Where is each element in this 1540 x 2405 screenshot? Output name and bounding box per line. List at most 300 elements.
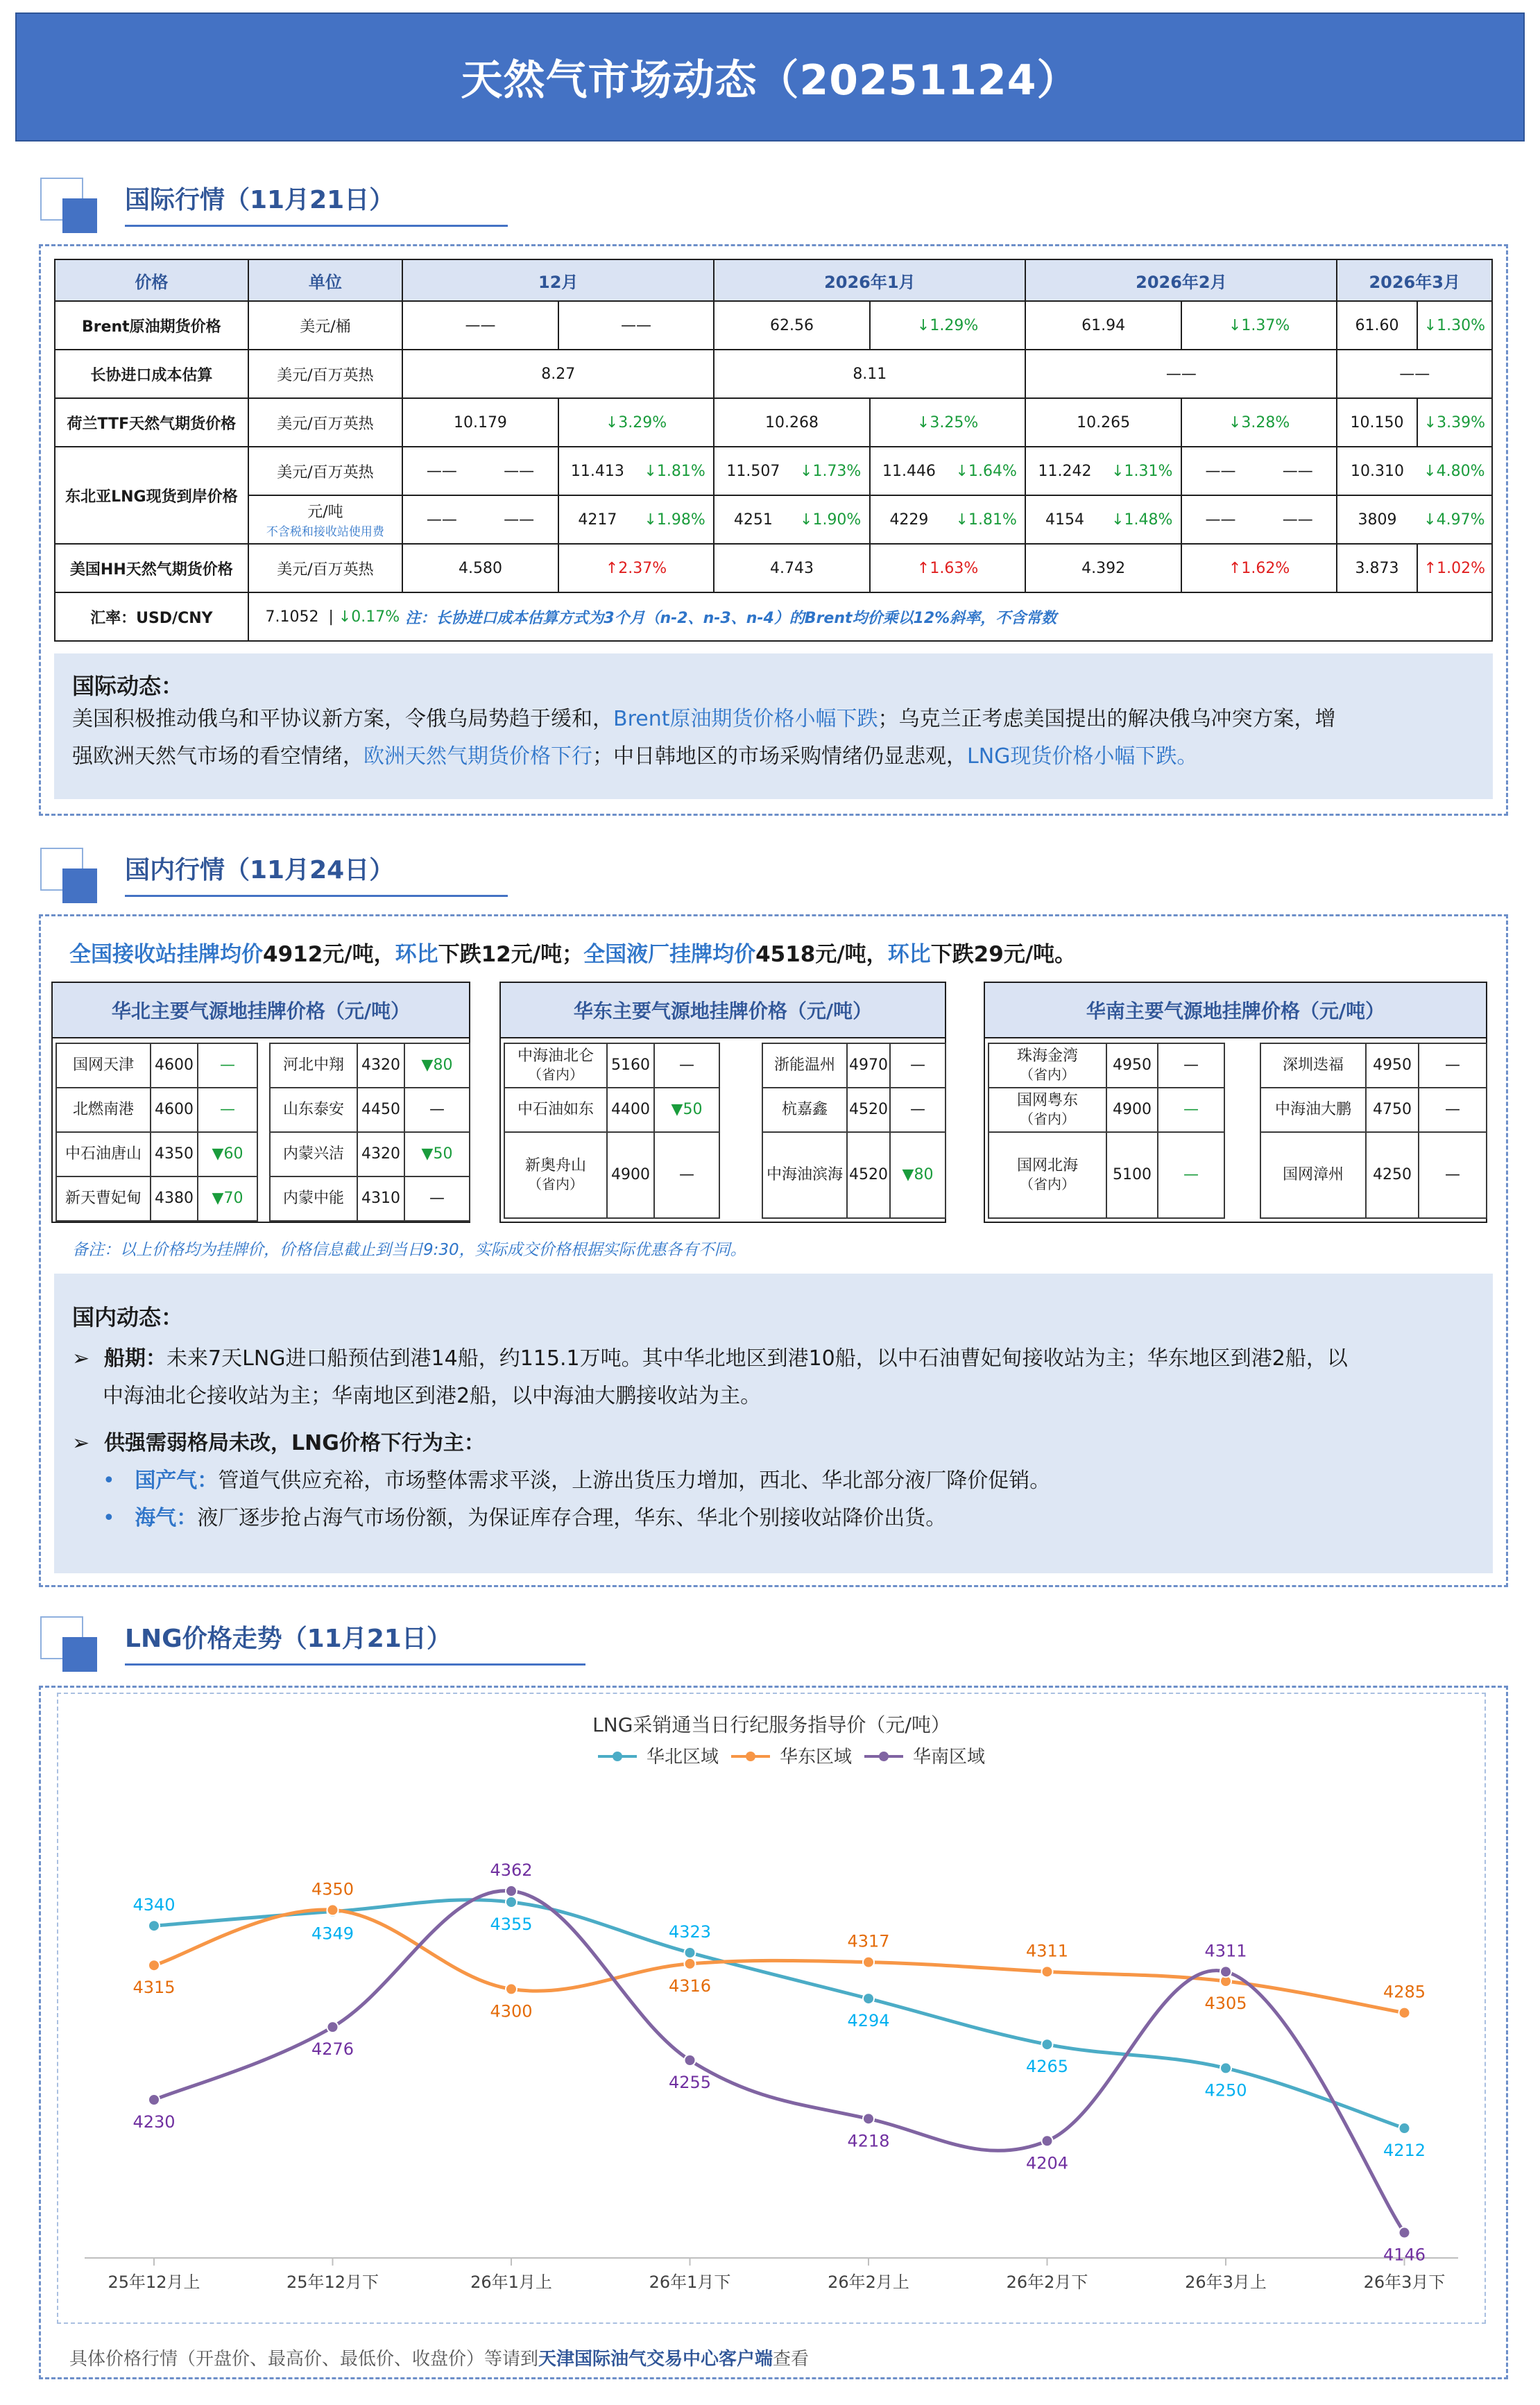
source-change: — (1419, 1132, 1487, 1218)
source-name: 浙能温州 (762, 1043, 847, 1088)
source-change: ▼80 (890, 1132, 946, 1218)
unit-cell (248, 495, 403, 544)
source-price: 4900 (607, 1132, 654, 1218)
chart-legend (598, 1747, 985, 1768)
unit-cell: 美元/百万英热 (248, 398, 403, 447)
price-cell: —— (402, 447, 480, 495)
row-label: Brent原油期货价格 (55, 301, 248, 350)
header-cell: 12月 (402, 259, 714, 301)
change-cell: ↓3.39% (1417, 398, 1492, 447)
price-cell: 11.446 (870, 447, 948, 495)
footer-link[interactable]: 天津国际油气交易中心客户端 (538, 2349, 773, 2370)
data-point (1399, 2123, 1410, 2134)
change-cell: ↓1.48% (1104, 495, 1181, 544)
table-row (762, 1043, 946, 1088)
region-table (55, 1043, 258, 1222)
source-name: 中石油唐山 (56, 1132, 151, 1176)
change-cell: —— (1259, 447, 1337, 495)
source-change: — (890, 1088, 946, 1132)
section-underline (125, 225, 508, 227)
chart-series-group (132, 1860, 1426, 2264)
data-label: 4250 (1204, 2080, 1247, 2100)
table-row (56, 1176, 257, 1221)
price-cell: 11.242 (1025, 447, 1103, 495)
price-cell: 4.392 (1025, 544, 1181, 592)
unit-text: 元/吨 (307, 504, 343, 521)
price-cell: 10.150 (1337, 398, 1417, 447)
x-axis-ticks (108, 2258, 1445, 2292)
source-price: 4600 (151, 1043, 198, 1088)
source-price: 4310 (357, 1176, 404, 1221)
x-tick-label: 26年2月下 (1006, 2273, 1088, 2292)
fx-cell: 7.1052 | ↓0.17% (248, 592, 403, 641)
change-cell: ↑1.63% (870, 544, 1026, 592)
source-name-text: 国网粤东 (1016, 1092, 1078, 1109)
source-name: 山东泰安 (270, 1088, 357, 1132)
data-point (863, 1993, 874, 2004)
section-underline (125, 895, 508, 897)
x-tick-label: 25年12月上 (108, 2273, 200, 2292)
heading-square-fill-icon (62, 198, 97, 233)
price-cell: —— (1025, 350, 1337, 398)
summary-label: 全国液厂挂牌均价 (583, 942, 756, 967)
sub-bullet-label: 国产气： (135, 1469, 219, 1493)
bullet-text: 中海油北仑接收站为主；华南地区到港2船，以中海油大鹏接收站为主。 (103, 1384, 762, 1408)
data-label: 4218 (847, 2131, 890, 2151)
source-change: ▼50 (654, 1088, 719, 1132)
price-cell: —— (402, 495, 480, 544)
change-cell: ↑2.37% (558, 544, 715, 592)
change-cell: ↓3.25% (870, 398, 1026, 447)
row-label: 汇率：USD/CNY (55, 592, 248, 641)
region-table (504, 1043, 720, 1219)
header-cell: 价格 (55, 259, 248, 301)
region-table (269, 1043, 470, 1222)
region-north (51, 982, 470, 1223)
x-tick-label: 26年1月下 (649, 2273, 731, 2292)
legend-marker (746, 1752, 755, 1761)
x-tick-label: 26年3月上 (1185, 2273, 1267, 2292)
x-tick-label: 26年1月上 (470, 2273, 552, 2292)
data-point (148, 2094, 160, 2105)
table-row (55, 350, 1492, 398)
source-price: 4600 (151, 1088, 198, 1132)
source-name: 新天曹妃甸 (56, 1176, 151, 1221)
data-label: 4255 (668, 2073, 712, 2092)
footer-note (69, 2345, 809, 2370)
table-row (762, 1132, 946, 1218)
source-change: — (654, 1132, 719, 1218)
sub-bullet-label: 海气： (135, 1506, 198, 1530)
data-label: 4146 (1383, 2245, 1426, 2265)
data-point (327, 1904, 339, 1915)
table-note: 注：长协进口成本估算方式为3个月（n-2、n-3、n-4）的Brent均价乘以12%斜率，不含常数 (402, 592, 1492, 641)
source-price: 4320 (357, 1132, 404, 1176)
table-row (55, 544, 1492, 592)
intl-news-line (72, 701, 1475, 738)
source-name: 杭嘉鑫 (762, 1088, 847, 1132)
data-point (1399, 2227, 1410, 2239)
change-cell: ↑1.62% (1181, 544, 1337, 592)
source-name: 中海油滨海 (762, 1132, 847, 1218)
unit-cell: 美元/百万英热 (248, 544, 403, 592)
region-title: 华东主要气源地挂牌价格（元/吨） (501, 983, 945, 1038)
sub-bullet-dot-icon: • (103, 1469, 135, 1493)
bullet-arrow-icon: ➢ (72, 1431, 105, 1455)
region-south (984, 982, 1487, 1223)
change-cell: —— (480, 447, 558, 495)
chart-title: LNG采销通当日行纪服务指导价（元/吨） (592, 1713, 950, 1736)
x-tick-label: 26年3月下 (1363, 2273, 1446, 2292)
source-scope: （省内） (1020, 1111, 1075, 1127)
data-point (1220, 1966, 1231, 1977)
price-cell: 4251 (714, 495, 792, 544)
data-label: 4305 (1204, 1994, 1247, 2013)
data-label: 4323 (668, 1922, 712, 1942)
heading-square-fill-icon (62, 868, 97, 903)
data-label: 4316 (668, 1976, 712, 1996)
table-row (270, 1043, 470, 1088)
table-row (55, 592, 1492, 641)
unit-note: 不含税和接收站使用费 (266, 525, 384, 539)
data-point (506, 1983, 517, 1994)
section-title: LNG价格走势（11月21日） (125, 1625, 452, 1653)
data-point (1220, 2062, 1231, 2073)
source-change: — (1419, 1088, 1487, 1132)
source-name: 内蒙兴洁 (270, 1132, 357, 1176)
source-name (504, 1088, 607, 1132)
price-cell: 4.743 (714, 544, 870, 592)
bullet-text: 未来7天LNG进口船预估到港14船，约115.1万吨。其中华北地区到港10船，以中石油曹妃甸接收站为主；华东地区到港2船，以 (166, 1346, 1348, 1371)
price-cell: 62.56 (714, 301, 870, 350)
source-price: 4450 (357, 1088, 404, 1132)
source-price: 5100 (1106, 1132, 1158, 1218)
data-label: 4230 (132, 2112, 176, 2132)
price-cell: 4.580 (402, 544, 558, 592)
row-label: 美国HH天然气期货价格 (55, 544, 248, 592)
data-point (506, 1897, 517, 1908)
region-table (988, 1043, 1225, 1219)
source-change: — (1158, 1088, 1224, 1132)
news-text: ；中日韩地区的市场采购情绪仍显悲观， (592, 744, 967, 769)
price-cell: —— (1181, 495, 1259, 544)
table-row (55, 447, 1492, 495)
legend-label: 华东区域 (780, 1747, 853, 1768)
price-cell: 61.94 (1025, 301, 1181, 350)
data-point (506, 1885, 517, 1897)
price-cell: 4154 (1025, 495, 1103, 544)
source-name: 深圳迭福 (1260, 1043, 1366, 1088)
source-change: — (654, 1043, 719, 1088)
change-cell: ↑1.02% (1417, 544, 1492, 592)
sub-bullet-dot-icon: • (103, 1506, 135, 1530)
data-point (1042, 1966, 1053, 1977)
price-cell: 3.873 (1337, 544, 1417, 592)
data-label: 4265 (1025, 2057, 1069, 2077)
change-cell: ↓1.81% (636, 447, 714, 495)
price-cell: 10.265 (1025, 398, 1181, 447)
data-point (863, 1957, 874, 1968)
source-name: 中海油大鹏 (1260, 1088, 1366, 1132)
source-price: 4970 (847, 1043, 890, 1088)
price-cell: 10.179 (402, 398, 558, 447)
change-cell: —— (558, 301, 715, 350)
table-row (55, 301, 1492, 350)
intl-news-line (72, 738, 1475, 776)
data-label: 4204 (1025, 2153, 1069, 2173)
summary-value: 下跌29元/吨。 (930, 942, 1077, 967)
source-change: — (404, 1088, 470, 1132)
table-row (56, 1132, 257, 1176)
summary-label: 全国接收站挂牌均价 (69, 942, 263, 967)
fx-change: ↓0.17% (338, 608, 400, 626)
source-name (989, 1132, 1106, 1218)
source-name: 河北中翔 (270, 1043, 357, 1088)
price-cell: 4217 (558, 495, 636, 544)
sub-bullet-item (72, 1500, 1475, 1537)
data-label: 4212 (1383, 2141, 1426, 2161)
source-price: 4520 (847, 1132, 890, 1218)
change-cell: ↓1.98% (636, 495, 714, 544)
region-table (1260, 1043, 1487, 1219)
source-name (989, 1088, 1106, 1132)
bullet-arrow-icon: ➢ (72, 1346, 105, 1371)
data-point (1042, 2135, 1053, 2146)
section-heading-intl (40, 178, 470, 240)
source-name: 国网天津 (56, 1043, 151, 1088)
legend-marker (879, 1752, 889, 1761)
domestic-news-heading: 国内动态： (72, 1304, 184, 1330)
header-cell: 2026年2月 (1025, 259, 1337, 301)
price-cell: 4229 (870, 495, 948, 544)
price-cell: 11.507 (714, 447, 792, 495)
source-change: — (198, 1043, 257, 1088)
data-label: 4355 (490, 1915, 533, 1934)
sub-bullet-item (72, 1462, 1475, 1500)
page-header (15, 12, 1525, 142)
source-name-text: 新奥舟山 (524, 1157, 586, 1174)
summary-value: 4518元/吨， (755, 942, 888, 967)
price-cell: —— (1181, 447, 1259, 495)
source-change: — (1158, 1043, 1224, 1088)
region-east (499, 982, 946, 1223)
bullet-label: 供强需弱格局未改，LNG价格下行为主： (104, 1431, 485, 1455)
source-name (504, 1043, 607, 1088)
data-point (1399, 2008, 1410, 2019)
header-cell: 2026年1月 (714, 259, 1025, 301)
data-point (1042, 2039, 1053, 2050)
header-cell: 单位 (248, 259, 403, 301)
table-row (989, 1132, 1224, 1218)
fx-value: 7.1052 (265, 608, 319, 626)
x-tick-label: 26年2月上 (828, 2273, 909, 2292)
intl-news-heading: 国际动态： (72, 673, 184, 699)
heading-square-fill-icon (62, 1637, 97, 1672)
data-label: 4276 (311, 2039, 354, 2060)
source-name-text: 国网北海 (1016, 1157, 1078, 1174)
source-name (989, 1043, 1106, 1088)
price-cell: —— (402, 301, 558, 350)
data-label: 4285 (1383, 1982, 1426, 2002)
news-highlight: LNG现货价格小幅下跌。 (967, 744, 1198, 769)
sub-bullet-text: 管道气供应充裕，市场整体需求平淡，上游出货压力增加，西北、华北部分液厂降价促销。 (218, 1469, 1051, 1493)
source-price: 4950 (1366, 1043, 1419, 1088)
row-label: 长协进口成本估算 (55, 350, 248, 398)
intl-news-box (54, 653, 1493, 799)
table-row (504, 1088, 719, 1132)
price-cell: 11.413 (558, 447, 636, 495)
summary-value: 4912元/吨， (263, 942, 395, 967)
table-row (56, 1088, 257, 1132)
news-highlight: 欧洲天然气期货价格下行 (363, 744, 592, 769)
change-cell: ↓4.97% (1417, 495, 1492, 544)
domestic-news-box (54, 1274, 1493, 1573)
change-cell: ↓4.80% (1417, 447, 1492, 495)
table-row (1260, 1043, 1487, 1088)
unit-cell: 美元/百万英热 (248, 447, 403, 495)
table-row (56, 1043, 257, 1088)
change-cell: ↓1.30% (1417, 301, 1492, 350)
source-change: ▼70 (198, 1176, 257, 1221)
price-cell: 3809 (1337, 495, 1417, 544)
table-row (1260, 1088, 1487, 1132)
news-highlight: Brent原油期货价格小幅下跌 (613, 707, 878, 731)
page-title: 天然气市场动态（20251124） (461, 56, 1079, 105)
source-change: ▼50 (404, 1132, 470, 1176)
news-text: 美国积极推动俄乌和平协议新方案，令俄乌局势趋于缓和， (72, 707, 613, 731)
region-title: 华南主要气源地挂牌价格（元/吨） (985, 983, 1486, 1038)
table-row (1260, 1132, 1487, 1218)
header-cell: 2026年3月 (1337, 259, 1492, 301)
data-label: 4317 (847, 1931, 890, 1951)
data-point (327, 2021, 339, 2032)
source-change: ▼80 (404, 1043, 470, 1088)
summary-label: 环比 (887, 942, 931, 967)
table-row (504, 1043, 719, 1088)
x-tick-label: 25年12月下 (286, 2273, 379, 2292)
table-row (504, 1132, 719, 1218)
data-label: 4349 (311, 1924, 354, 1944)
change-cell: ↓3.29% (558, 398, 715, 447)
data-label: 4340 (132, 1895, 176, 1915)
table-header-row (55, 259, 1492, 301)
table-row (270, 1132, 470, 1176)
table-row (762, 1088, 946, 1132)
source-price: 4380 (151, 1176, 198, 1221)
news-text: ；乌克兰正考虑美国提出的解决俄乌冲突方案，增 (878, 707, 1336, 731)
section-title: 国际行情（11月21日） (125, 186, 395, 214)
source-change: — (1419, 1043, 1487, 1088)
region-table (762, 1043, 946, 1219)
data-point (685, 2055, 696, 2066)
price-cell: 8.11 (714, 350, 1025, 398)
source-scope: （省内） (528, 1176, 583, 1192)
section-underline (125, 1663, 585, 1666)
source-price: 4400 (607, 1088, 654, 1132)
summary-label: 环比 (395, 942, 438, 967)
table-row (270, 1176, 470, 1221)
table-row (55, 398, 1492, 447)
section-heading-domestic (40, 848, 470, 910)
section-title: 国内行情（11月24日） (125, 856, 395, 884)
change-cell: ↓1.81% (948, 495, 1025, 544)
source-scope: （省内） (528, 1066, 583, 1083)
source-price: 4950 (1106, 1043, 1158, 1088)
data-point (148, 1960, 160, 1971)
row-label: 荷兰TTF天然气期货价格 (55, 398, 248, 447)
sub-bullet-text: 液厂逐步抢占海气市场份额，为保证库存合理，华东、华北个别接收站降价出货。 (197, 1506, 947, 1530)
change-cell: —— (480, 495, 558, 544)
table-row (989, 1043, 1224, 1088)
price-cell: 8.27 (402, 350, 714, 398)
footer-text: 具体价格行情（开盘价、最高价、最低价、收盘价）等请到 (69, 2349, 539, 2370)
unit-cell: 美元/桶 (248, 301, 403, 350)
price-cell: 10.310 (1337, 447, 1417, 495)
source-name-text: 珠海金湾 (1016, 1047, 1078, 1065)
intl-price-table (54, 259, 1493, 642)
source-name-text: 中海油北仑 (517, 1047, 594, 1065)
source-change: ▼60 (198, 1132, 257, 1176)
domestic-note: 备注：以上价格均为挂牌价，价格信息截止到当日9:30，实际成交价格根据实际优惠各有不同。 (72, 1241, 746, 1259)
data-label: 4311 (1204, 1941, 1247, 1961)
legend-label: 华北区域 (647, 1747, 719, 1768)
source-scope: （省内） (1020, 1176, 1075, 1192)
bullet-label: 船期： (104, 1346, 167, 1371)
legend-label: 华南区域 (913, 1747, 986, 1768)
data-label: 4350 (311, 1879, 354, 1899)
data-point (148, 1920, 160, 1931)
source-name: 国网漳州 (1260, 1132, 1366, 1218)
data-point (685, 1947, 696, 1958)
data-point (863, 2113, 874, 2124)
bullet-item (72, 1425, 1475, 1462)
change-cell: ↓1.64% (948, 447, 1025, 495)
data-label: 4300 (490, 2001, 533, 2021)
data-label: 4294 (847, 2011, 890, 2031)
price-cell: —— (1337, 350, 1492, 398)
table-row (55, 495, 1492, 544)
source-price: 4900 (1106, 1088, 1158, 1132)
data-label: 4315 (132, 1978, 176, 1998)
source-name: 北燃南港 (56, 1088, 151, 1132)
footer-text: 查看 (773, 2349, 810, 2370)
source-price: 4750 (1366, 1088, 1419, 1132)
bullet-item (72, 1340, 1475, 1378)
table-row (989, 1088, 1224, 1132)
source-scope: （省内） (1020, 1066, 1075, 1083)
source-change: — (404, 1176, 470, 1221)
change-cell: ↓3.28% (1181, 398, 1337, 447)
source-change: — (198, 1088, 257, 1132)
source-name (504, 1132, 607, 1218)
change-cell: ↓1.31% (1104, 447, 1181, 495)
data-point (685, 1958, 696, 1969)
lng-price-chart (57, 1693, 1486, 2324)
price-cell: 61.60 (1337, 301, 1417, 350)
unit-cell: 美元/百万英热 (248, 350, 403, 398)
table-row (270, 1088, 470, 1132)
data-label: 4311 (1025, 1941, 1069, 1961)
source-price: 4350 (151, 1132, 198, 1176)
change-cell: ↓1.37% (1181, 301, 1337, 350)
section-heading-lng (40, 1616, 554, 1679)
change-cell: ↓1.90% (792, 495, 870, 544)
source-change: — (1158, 1132, 1224, 1218)
data-label: 4362 (490, 1860, 533, 1881)
region-title: 华北主要气源地挂牌价格（元/吨） (53, 983, 469, 1038)
change-cell: ↓1.29% (870, 301, 1026, 350)
change-cell: ↓1.73% (792, 447, 870, 495)
